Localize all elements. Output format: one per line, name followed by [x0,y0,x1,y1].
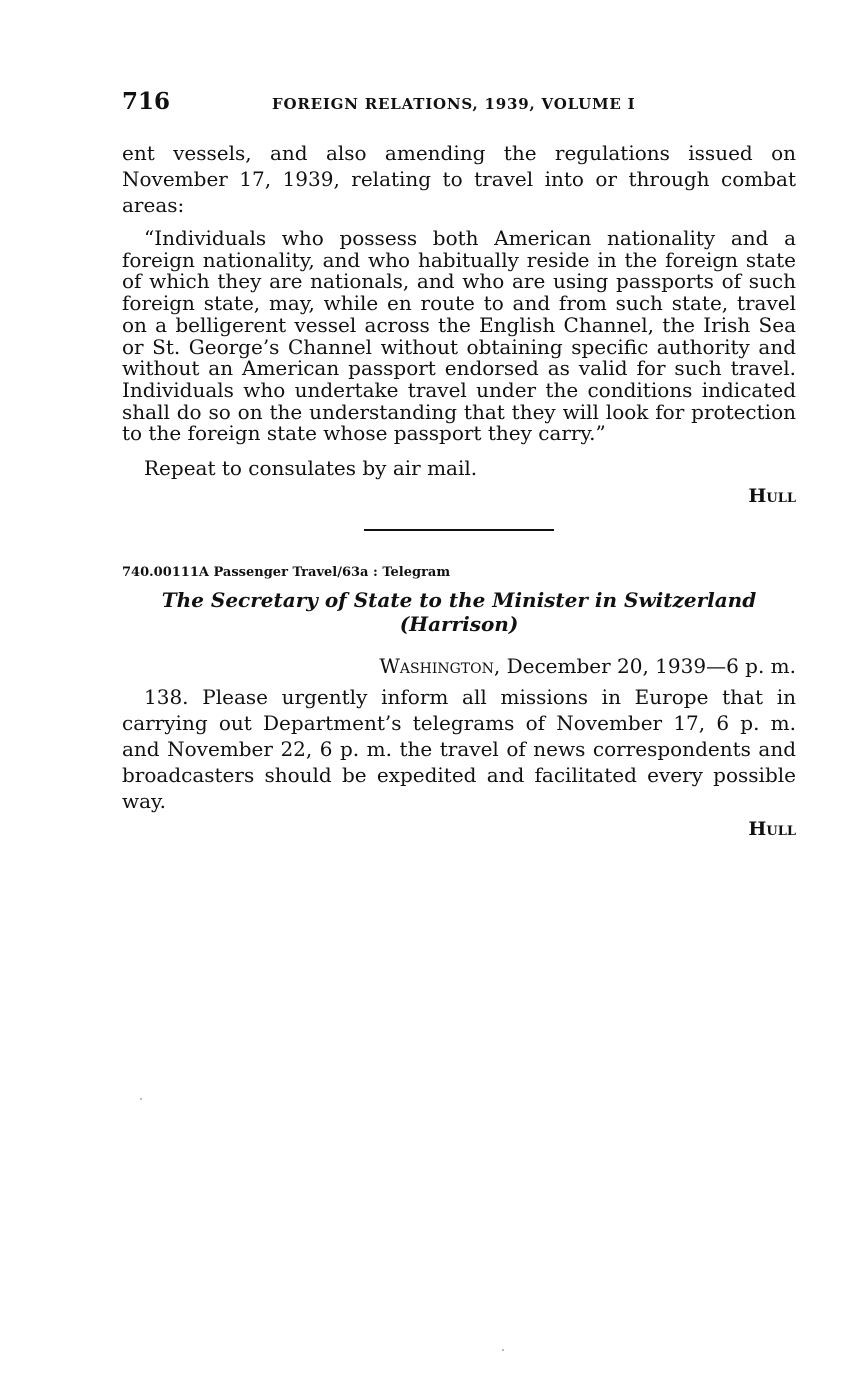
telegram-body: 138. Please urgently inform all missions in Europe that in carrying out Department’s telegrams of November 17, 6 p. m. and November 22, 6 p. m. the travel of news correspondents and broadcasters should be expedited and facilitated every possible way. [122,685,796,814]
section-divider [364,529,554,531]
scan-speck [140,1098,142,1100]
file-reference: 740.00111A Passenger Travel/63a : Telegram [122,565,451,581]
signature-hull-1: Hull [748,485,796,508]
repeat-instruction: Repeat to consulates by air mail. [144,456,478,481]
document-page [122,88,796,840]
running-title: FOREIGN RELATIONS, 1939, VOLUME I [272,95,636,113]
page-header [122,88,796,126]
continuation-paragraph: ent vessels, and also amending the regulations issued on November 17, 1939, relating to travel into or through combat areas: [122,141,796,217]
dateline [122,654,796,678]
dateline-place: Washington, [379,654,501,679]
dateline-date: December 20, 1939—6 p. m. [500,654,796,679]
page-number: 716 [122,88,171,115]
quoted-regulation: “Individuals who possess both American nationality and a foreign nationality, and who habitually reside in the foreign state of which they are nationals, and who are using passports of such foreign state, may, while en route to and from such state, travel on a belligerent vessel across the English Channel, the Irish Sea or St. George’s Channel without obtaining specific authority and without an American passport endorsed as valid for such travel. Individuals who undertake travel under the conditions indicated shall do so on the understanding that they will look for protection to the foreign state whose passport they carry.” [122,226,796,446]
document-title: The Secretary of State to the Minister in Switzerland (Harrison) [161,588,757,637]
scan-speck [502,1349,504,1351]
signature-hull-2: Hull [748,818,796,841]
